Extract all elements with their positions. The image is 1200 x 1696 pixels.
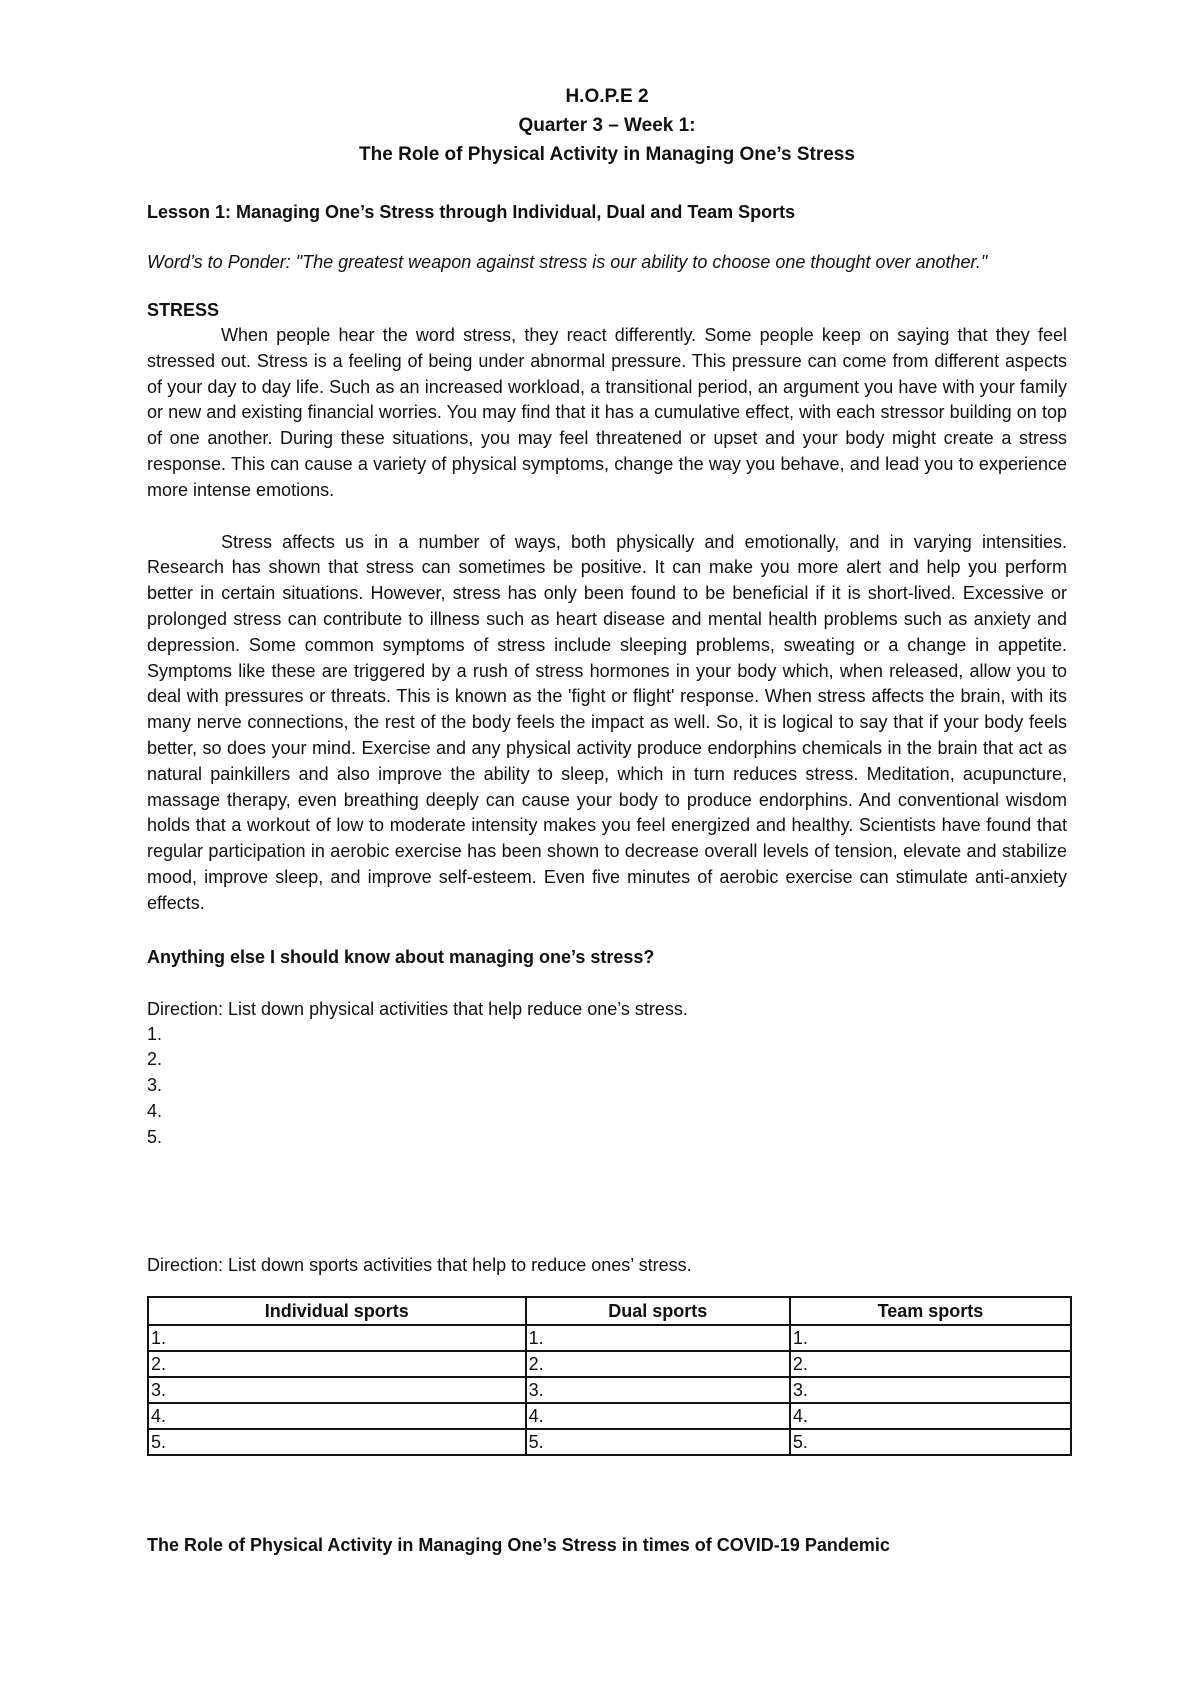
title-quarter-week: Quarter 3 – Week 1: [518,115,696,136]
header-team-sports: Team sports [790,1297,1071,1325]
list-item[interactable]: 5. [147,1126,163,1147]
list-item[interactable]: 3. [147,1075,163,1096]
team-cell[interactable]: 3. [790,1377,1071,1403]
individual-cell[interactable]: 3. [148,1377,526,1403]
dual-cell[interactable]: 2. [526,1351,790,1377]
physical-activities-list [147,1022,1067,1151]
individual-cell[interactable]: 5. [148,1429,526,1455]
team-cell[interactable]: 4. [790,1403,1071,1429]
table-header-row [148,1297,1071,1325]
list-item[interactable]: 4. [147,1100,163,1121]
direction-physical-activities: Direction: List down physical activities that help reduce one’s stress. [147,998,688,1019]
table-row [148,1325,1071,1351]
title-topic: The Role of Physical Activity in Managing One’s Stress [359,144,855,165]
team-cell[interactable]: 2. [790,1351,1071,1377]
stress-paragraph-2: Stress affects us in a number of ways, both physically and emotionally, and in varying intensities. Research has shown that stress can sometimes be positive. It can make you more alert and help you perform better in certain situations. However, stress has only been found to be beneficial if it is short-lived. Excessive or prolonged stress can contribute to illness such as heart disease and mental health problems such as anxiety and depression. Some common symptoms of stress include sleeping problems, sweating or a change in appetite. Symptoms like these are triggered by a rush of stress hormones in your body which, when released, allow you to deal with pressures or threats. This is known as the 'fight or flight' response. When stress affects the brain, with its many nerve connections, the rest of the body feels the impact as well. So, it is logical to say that if your body feels better, so does your mind. Exercise and any physical activity produce endorphins chemicals in the brain that act as natural painkillers and also improve the ability to sleep, which in turn reduces stress. Meditation, acupuncture, massage therapy, even breathing deeply can cause your body to produce endorphins. And conventional wisdom holds that a workout of low to moderate intensity makes you feel energized and healthy. Scientists have found that regular participation in aerobic exercise has been shown to decrease overall levels of tension, elevate and stabilize mood, improve sleep, and improve self-esteem. Even five minutes of aerobic exercise can stimulate anti-anxiety effects. [147,531,1067,913]
sports-table [147,1296,1072,1456]
header-individual-sports: Individual sports [148,1297,526,1325]
list-item[interactable]: 1. [147,1023,163,1044]
table-row [148,1377,1071,1403]
words-to-ponder: Word’s to Ponder: "The greatest weapon against stress is our ability to choose one thought over another." [147,252,988,272]
dual-cell[interactable]: 3. [526,1377,790,1403]
stress-paragraph-1: When people hear the word stress, they react differently. Some people keep on saying that they feel stressed out. Stress is a feeling of being under abnormal pressure. This pressure can come from different aspects of your day to day life. Such as an increased workload, a transitional period, an argument you have with your family or new and existing financial worries. You may find that it has a cumulative effect, with each stressor building on top of one another. During these situations, you may feel threatened or upset and your body might create a stress response. This can cause a variety of physical symptoms, change the way you behave, and lead you to experience more intense emotions. [147,325,1067,500]
document-page [147,82,1067,1558]
document-title [147,82,1067,169]
team-cell[interactable]: 5. [790,1429,1071,1455]
dual-cell[interactable]: 4. [526,1403,790,1429]
table-row [148,1403,1071,1429]
individual-cell[interactable]: 4. [148,1403,526,1429]
header-dual-sports: Dual sports [526,1297,790,1325]
covid-section-heading: The Role of Physical Activity in Managing One’s Stress in times of COVID-19 Pandemic [147,1534,890,1555]
dual-cell[interactable]: 5. [526,1429,790,1455]
lesson-title: Lesson 1: Managing One’s Stress through Individual, Dual and Team Sports [147,202,796,222]
dual-cell[interactable]: 1. [526,1325,790,1351]
list-item[interactable]: 2. [147,1049,163,1070]
team-cell[interactable]: 1. [790,1325,1071,1351]
question-heading: Anything else I should know about managing one’s stress? [147,946,655,967]
table-row [148,1429,1071,1455]
individual-cell[interactable]: 1. [148,1325,526,1351]
direction-sports-activities: Direction: List down sports activities that help to reduce ones’ stress. [147,1254,692,1275]
stress-heading: STRESS [147,300,220,320]
individual-cell[interactable]: 2. [148,1351,526,1377]
table-row [148,1351,1071,1377]
title-course: H.O.P.E 2 [565,86,649,107]
